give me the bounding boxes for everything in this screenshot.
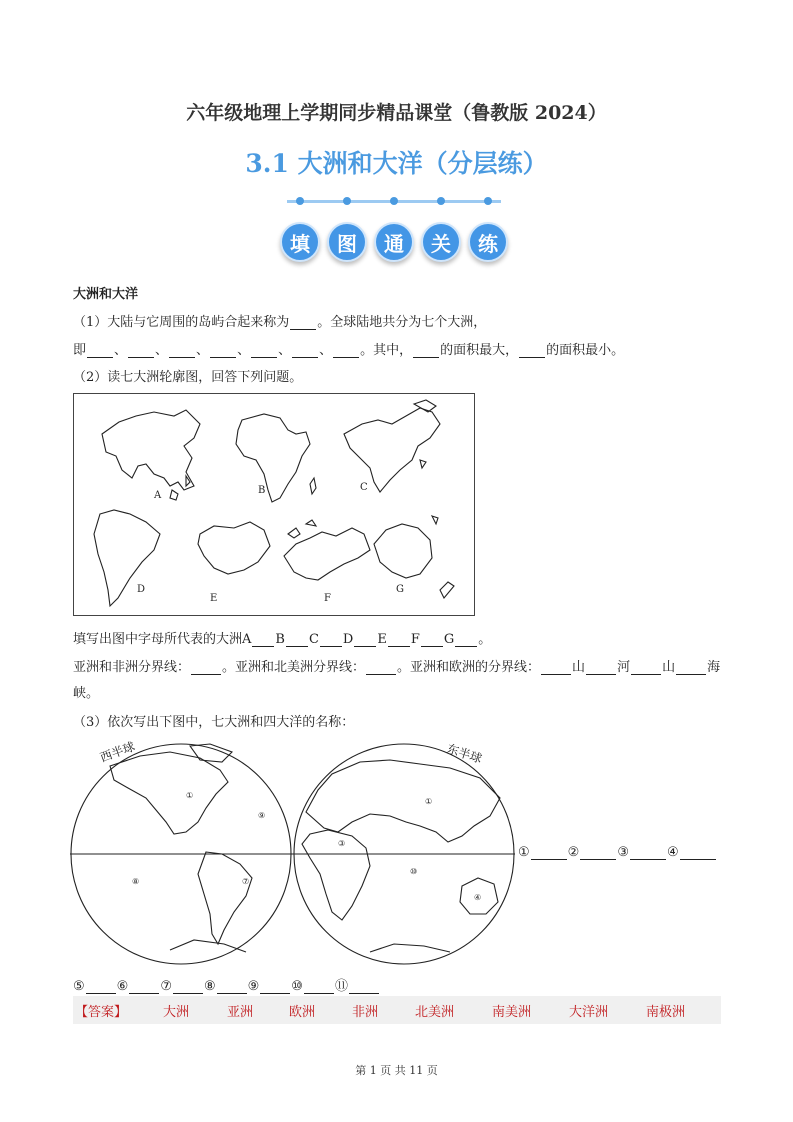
map-label-a: A <box>154 490 162 501</box>
answer-blank[interactable] <box>531 846 567 860</box>
map-label-g: G <box>396 584 404 595</box>
continents-outline-map <box>73 393 475 616</box>
numbers-row-2: ⑤ ⑥ ⑦ ⑧ ⑨ ⑩ ⑪ <box>73 975 380 994</box>
map-label-f: F <box>324 593 331 604</box>
section-heading: 大洲和大洋 <box>73 287 139 302</box>
fill-continents-line: 填写出图中字母所代表的大洲A B C D E F G 。 <box>73 632 492 647</box>
answer-blank[interactable] <box>304 980 334 994</box>
answer-blank[interactable] <box>217 980 247 994</box>
east-hemisphere-label: 东半球 <box>445 741 484 766</box>
answer-blank[interactable] <box>413 344 439 358</box>
boundary-line-cont: 峡。 <box>73 686 100 701</box>
oceania-outline <box>374 524 432 578</box>
answer-blank[interactable] <box>210 344 236 358</box>
answer-blank[interactable] <box>455 633 477 647</box>
answer-blank[interactable] <box>421 633 443 647</box>
answer-blank[interactable] <box>586 661 616 675</box>
map-label-b: B <box>258 485 266 496</box>
page-number: 1 <box>369 1064 377 1077</box>
svg-text:⑧: ⑧ <box>132 877 140 886</box>
answer-blank[interactable] <box>320 633 342 647</box>
dot-icon <box>296 197 304 205</box>
answer-item: 欧洲 <box>289 1005 316 1020</box>
answer-blank[interactable] <box>87 344 113 358</box>
dot-icon <box>437 197 445 205</box>
answer-blank[interactable] <box>580 846 616 860</box>
dot-icon <box>484 197 492 205</box>
page-footer: 第 1 页 共 11 页 <box>355 1064 438 1077</box>
answer-item: 大洲 <box>163 1005 190 1020</box>
answer-item: 南美洲 <box>492 1005 532 1020</box>
svg-text:⑨: ⑨ <box>258 811 266 820</box>
answer-bar <box>73 996 721 1024</box>
svg-text:①: ① <box>186 791 194 800</box>
map-label-c: C <box>360 482 368 493</box>
question-3: （3）依次写出下图中，七大洲和四大洋的名称： <box>73 715 355 730</box>
badge-1: 填 <box>280 222 320 262</box>
question-1-line-2: 即 、 、 、 、 、 、 。其中， 的面积最大， 的面积最小。 <box>73 343 625 358</box>
answer-blank[interactable] <box>173 980 203 994</box>
svg-text:①: ① <box>425 797 433 806</box>
badge-3: 通 <box>374 222 414 262</box>
answer-item: 南极洲 <box>646 1005 686 1020</box>
answer-blank[interactable] <box>676 661 706 675</box>
total-pages: 11 <box>409 1064 424 1077</box>
numbers-row-1: ① ② ③ ④ <box>518 845 717 860</box>
badge-4: 关 <box>421 222 461 262</box>
asia-outline <box>102 410 200 490</box>
answer-label: 【答案】 <box>75 1005 128 1020</box>
decorative-dot-line <box>287 200 501 203</box>
lesson-subtitle: 3.1 大洲和大洋（分层练） <box>245 149 548 178</box>
dot-icon <box>390 197 398 205</box>
answer-blank[interactable] <box>252 633 274 647</box>
badge-2: 图 <box>327 222 367 262</box>
question-1-line-1: （1）大陆与它周围的岛屿合起来称为 。全球陆地共分为七个大洲， <box>73 315 487 330</box>
page-title: 六年级地理上学期同步精品课堂（鲁教版 2024） <box>186 102 607 124</box>
antarctica-outline <box>198 522 270 574</box>
answer-blank[interactable] <box>349 980 379 994</box>
south-america-outline <box>94 510 160 606</box>
answer-blank[interactable] <box>333 344 359 358</box>
answer-blank[interactable] <box>260 980 290 994</box>
answer-blank[interactable] <box>191 661 221 675</box>
answer-blank[interactable] <box>680 846 716 860</box>
answer-blank[interactable] <box>128 344 154 358</box>
answer-item: 北美洲 <box>415 1005 455 1020</box>
answer-blank[interactable] <box>86 980 116 994</box>
map-label-d: D <box>137 584 146 595</box>
answer-blank[interactable] <box>541 661 571 675</box>
answer-blank[interactable] <box>292 344 318 358</box>
answer-item: 非洲 <box>352 1005 379 1020</box>
svg-text:⑦: ⑦ <box>242 877 250 886</box>
question-2: （2）读七大洲轮廓图，回答下列问题。 <box>73 370 303 385</box>
answer-blank[interactable] <box>251 344 277 358</box>
svg-text:③: ③ <box>338 839 346 848</box>
map-label-e: E <box>210 593 218 604</box>
svg-text:④: ④ <box>474 893 482 902</box>
answer-item: 大洋洲 <box>569 1005 609 1020</box>
west-hemisphere-label: 西半球 <box>98 739 137 765</box>
continents-map-svg <box>74 394 474 615</box>
boundary-line: 亚洲和非洲分界线： 。亚洲和北美洲分界线： 。亚洲和欧洲的分界线： 山 河 山 海 <box>73 660 721 675</box>
answer-blank[interactable] <box>290 316 316 330</box>
africa-outline <box>236 414 310 502</box>
answer-blank[interactable] <box>630 846 666 860</box>
answer-blank[interactable] <box>129 980 159 994</box>
badge-5: 练 <box>468 222 508 262</box>
north-america-outline <box>344 408 440 492</box>
hemispheres-map <box>70 738 520 970</box>
answer-item: 亚洲 <box>227 1005 254 1020</box>
answer-blank[interactable] <box>354 633 376 647</box>
answer-blank[interactable] <box>388 633 410 647</box>
svg-text:⑩: ⑩ <box>410 867 418 876</box>
answer-blank[interactable] <box>366 661 396 675</box>
answer-blank[interactable] <box>631 661 661 675</box>
dot-icon <box>343 197 351 205</box>
answer-blank[interactable] <box>286 633 308 647</box>
answer-blank[interactable] <box>519 344 545 358</box>
answer-blank[interactable] <box>169 344 195 358</box>
